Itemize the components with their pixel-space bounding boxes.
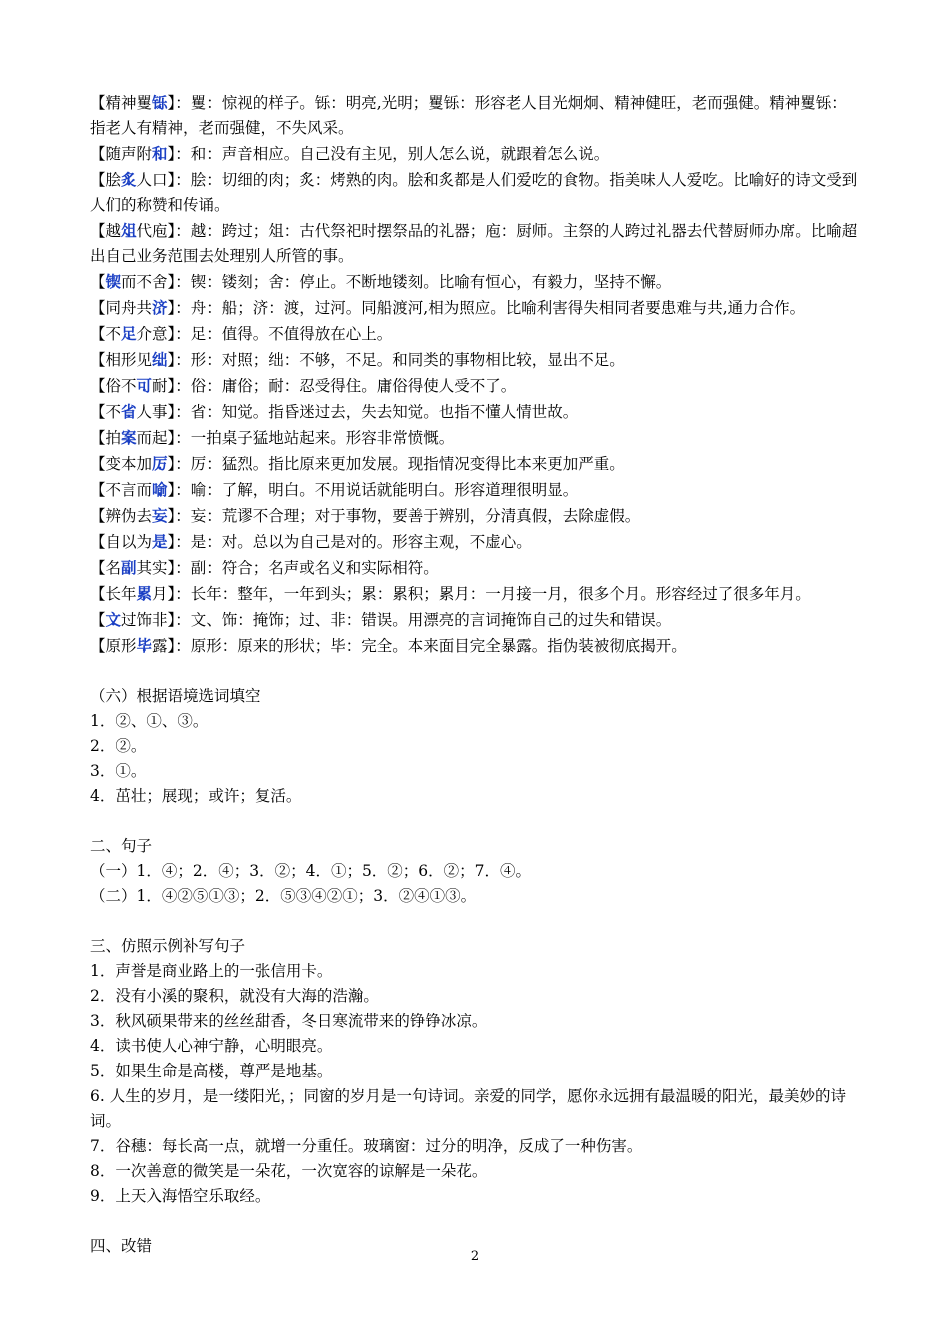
answer-line: （二）1．④②⑤①③；2．⑤③④②①；3．②④①③。 xyxy=(90,887,477,905)
idiom-list xyxy=(90,90,862,659)
idiom-prefix: 【长年 xyxy=(90,585,137,603)
answer-line: 1．声誉是商业路上的一张信用卡。 xyxy=(90,962,333,980)
idiom-prefix: 【拍 xyxy=(90,429,122,447)
idiom-entry xyxy=(90,321,862,347)
idiom-entry xyxy=(90,347,862,373)
section-heading: （六）根据语境选词填空 xyxy=(90,687,261,705)
idiom-explanation: 耐】：俗：庸俗；耐：忍受得住。庸俗得使人受不了。 xyxy=(152,377,517,395)
answer-line: 1．②、①、③。 xyxy=(90,712,209,730)
idiom-key-char: 锲 xyxy=(105,272,122,291)
section-heading: 三、仿照示例补写句子 xyxy=(90,937,246,955)
idiom-explanation: 】：矍：惊视的样子。铄：明亮,光明；矍铄：形容老人目光炯炯、精神健旺，老而强健。精神矍铄：指老人有精神，老而强健，不失风采。 xyxy=(90,94,847,137)
idiom-key-char: 绌 xyxy=(152,350,168,369)
idiom-key-char: 可 xyxy=(136,376,153,395)
idiom-key-char: 铄 xyxy=(152,93,168,112)
section-heading: 四、改错 xyxy=(90,1237,153,1255)
idiom-entry xyxy=(90,477,862,503)
idiom-key-char: 文 xyxy=(105,610,122,629)
idiom-explanation: 人口】：脍：切细的肉；炙：烤熟的肉。脍和炙都是人们爱吃的食物。指美味人人爱吃。比喻好的诗文受到人们的称赞和传诵。 xyxy=(90,171,858,214)
idiom-explanation: 】：是：对。总以为自己是对的。形容主观，不虚心。 xyxy=(167,533,532,551)
answer-line: 4．茁壮；展现；或许；复活。 xyxy=(90,787,302,805)
idiom-prefix: 【不 xyxy=(90,403,122,421)
idiom-key-char: 喻 xyxy=(152,480,168,499)
section-sentences xyxy=(90,834,862,909)
idiom-prefix: 【自以为 xyxy=(90,533,153,551)
idiom-entry xyxy=(90,425,862,451)
idiom-entry xyxy=(90,581,862,607)
idiom-prefix: 【同舟共 xyxy=(90,299,153,317)
idiom-entry xyxy=(90,607,862,633)
idiom-explanation: 】：舟：船；济：渡，过河。同船渡河,相为照应。比喻利害得失相同者要患难与共,通力合作。 xyxy=(167,299,806,317)
idiom-prefix: 【辨伪去 xyxy=(90,507,153,525)
idiom-key-char: 济 xyxy=(152,298,168,317)
idiom-explanation: 】：妄：荒谬不合理；对于事物，要善于辨别，分清真假，去除虚假。 xyxy=(167,507,641,525)
answer-line: 3．秋风硕果带来的丝丝甜香，冬日寒流带来的铮铮冰凉。 xyxy=(90,1012,488,1030)
idiom-key-char: 案 xyxy=(121,428,137,447)
idiom-prefix: 【不 xyxy=(90,325,122,343)
idiom-prefix: 【原形 xyxy=(90,637,137,655)
idiom-explanation: 月】：长年：整年，一年到头；累：累积；累月：一月接一月，很多个月。形容经过了很多年月。 xyxy=(152,585,811,603)
idiom-key-char: 妄 xyxy=(152,506,168,525)
spacer xyxy=(90,659,862,684)
idiom-prefix: 【随声附 xyxy=(90,145,153,163)
answer-line: 2．没有小溪的聚积，就没有大海的浩瀚。 xyxy=(90,987,379,1005)
idiom-prefix: 【变本加 xyxy=(90,455,153,473)
section-fill-in xyxy=(90,684,862,809)
answer-line: 9．上天入海悟空乐取经。 xyxy=(90,1187,271,1205)
idiom-explanation: 而起】：一拍桌子猛地站起来。形容非常愤慨。 xyxy=(136,429,455,447)
idiom-entry xyxy=(90,555,862,581)
idiom-prefix: 【 xyxy=(90,611,106,629)
idiom-prefix: 【精神矍 xyxy=(90,94,153,112)
answer-line: 4．读书使人心神宁静，心明眼亮。 xyxy=(90,1037,333,1055)
spacer xyxy=(90,1209,862,1234)
idiom-entry xyxy=(90,451,862,477)
idiom-explanation: 过饰非】：文、饰：掩饰；过、非：错误。用漂亮的言词掩饰自己的过失和错误。 xyxy=(121,611,672,629)
spacer xyxy=(90,909,862,934)
idiom-explanation: 代庖】：越：跨过；俎：古代祭祀时摆祭品的礼器；庖：厨师。主祭的人跨过礼器去代替厨师办席。比喻超出自己业务范围去处理别人所管的事。 xyxy=(90,222,858,265)
idiom-prefix: 【俗不 xyxy=(90,377,137,395)
idiom-key-char: 足 xyxy=(121,324,137,343)
idiom-key-char: 炙 xyxy=(121,170,137,189)
idiom-entry xyxy=(90,295,862,321)
idiom-prefix: 【名 xyxy=(90,559,122,577)
idiom-key-char: 厉 xyxy=(152,454,168,473)
answer-line: 3．①。 xyxy=(90,762,147,780)
page-content xyxy=(90,90,862,1259)
idiom-entry xyxy=(90,90,862,141)
idiom-key-char: 是 xyxy=(152,532,168,551)
idiom-explanation: 介意】：足：值得。不值得放在心上。 xyxy=(136,325,393,343)
answer-line: 6. 人生的岁月，是一缕阳光，；同窗的岁月是一句诗词。亲爱的同学，愿你永远拥有最温暖的阳光，最美妙的诗词。 xyxy=(90,1087,846,1130)
idiom-entry xyxy=(90,633,862,659)
idiom-entry xyxy=(90,399,862,425)
idiom-explanation: 】：形：对照；绌：不够，不足。和同类的事物相比较，显出不足。 xyxy=(167,351,625,369)
idiom-key-char: 副 xyxy=(121,558,137,577)
idiom-key-char: 省 xyxy=(121,402,137,421)
spacer xyxy=(90,809,862,834)
idiom-entry xyxy=(90,141,862,167)
idiom-key-char: 毕 xyxy=(136,636,153,655)
idiom-key-char: 俎 xyxy=(121,221,137,240)
page-number: 2 xyxy=(470,1249,480,1264)
idiom-prefix: 【越 xyxy=(90,222,122,240)
idiom-entry xyxy=(90,269,862,295)
answer-line: 5．如果生命是高楼，尊严是地基。 xyxy=(90,1062,333,1080)
answer-line: 2．②。 xyxy=(90,737,147,755)
idiom-explanation: 】：厉：猛烈。指比原来更加发展。现指情况变得比本来更加严重。 xyxy=(167,455,625,473)
idiom-key-char: 和 xyxy=(152,144,168,163)
idiom-explanation: 而不舍】：锲：镂刻；舍：停止。不断地镂刻。比喻有恒心，有毅力，坚持不懈。 xyxy=(121,273,672,291)
idiom-prefix: 【不言而 xyxy=(90,481,153,499)
idiom-explanation: 露】：原形：原来的形状；毕：完全。本来面目完全暴露。指伪装被彻底揭开。 xyxy=(152,637,687,655)
idiom-explanation: 】：和：声音相应。自己没有主见，别人怎么说，就跟着怎么说。 xyxy=(167,145,610,163)
idiom-explanation: 人事】：省：知觉。指昏迷过去，失去知觉。也指不懂人情世故。 xyxy=(136,403,579,421)
idiom-key-char: 累 xyxy=(136,584,153,603)
answer-line: （一）1．④；2．④；3．②；4．①；5．②；6．②；7．④。 xyxy=(90,862,532,880)
idiom-prefix: 【 xyxy=(90,273,106,291)
idiom-prefix: 【相形见 xyxy=(90,351,153,369)
answer-line: 7．谷穗：每长高一点，就增一分重任。玻璃窗：过分的明净，反成了一种伤害。 xyxy=(90,1137,643,1155)
section-heading: 二、句子 xyxy=(90,837,153,855)
idiom-entry xyxy=(90,167,862,218)
idiom-entry xyxy=(90,373,862,399)
section-imitation xyxy=(90,934,862,1209)
idiom-entry xyxy=(90,218,862,269)
idiom-explanation: 其实】：副：符合；名声或名义和实际相符。 xyxy=(136,559,439,577)
answer-line: 8．一次善意的微笑是一朵花，一次宽容的谅解是一朵花。 xyxy=(90,1162,488,1180)
idiom-explanation: 】：喻：了解，明白。不用说话就能明白。形容道理很明显。 xyxy=(167,481,579,499)
idiom-entry xyxy=(90,529,862,555)
idiom-entry xyxy=(90,503,862,529)
idiom-prefix: 【脍 xyxy=(90,171,122,189)
